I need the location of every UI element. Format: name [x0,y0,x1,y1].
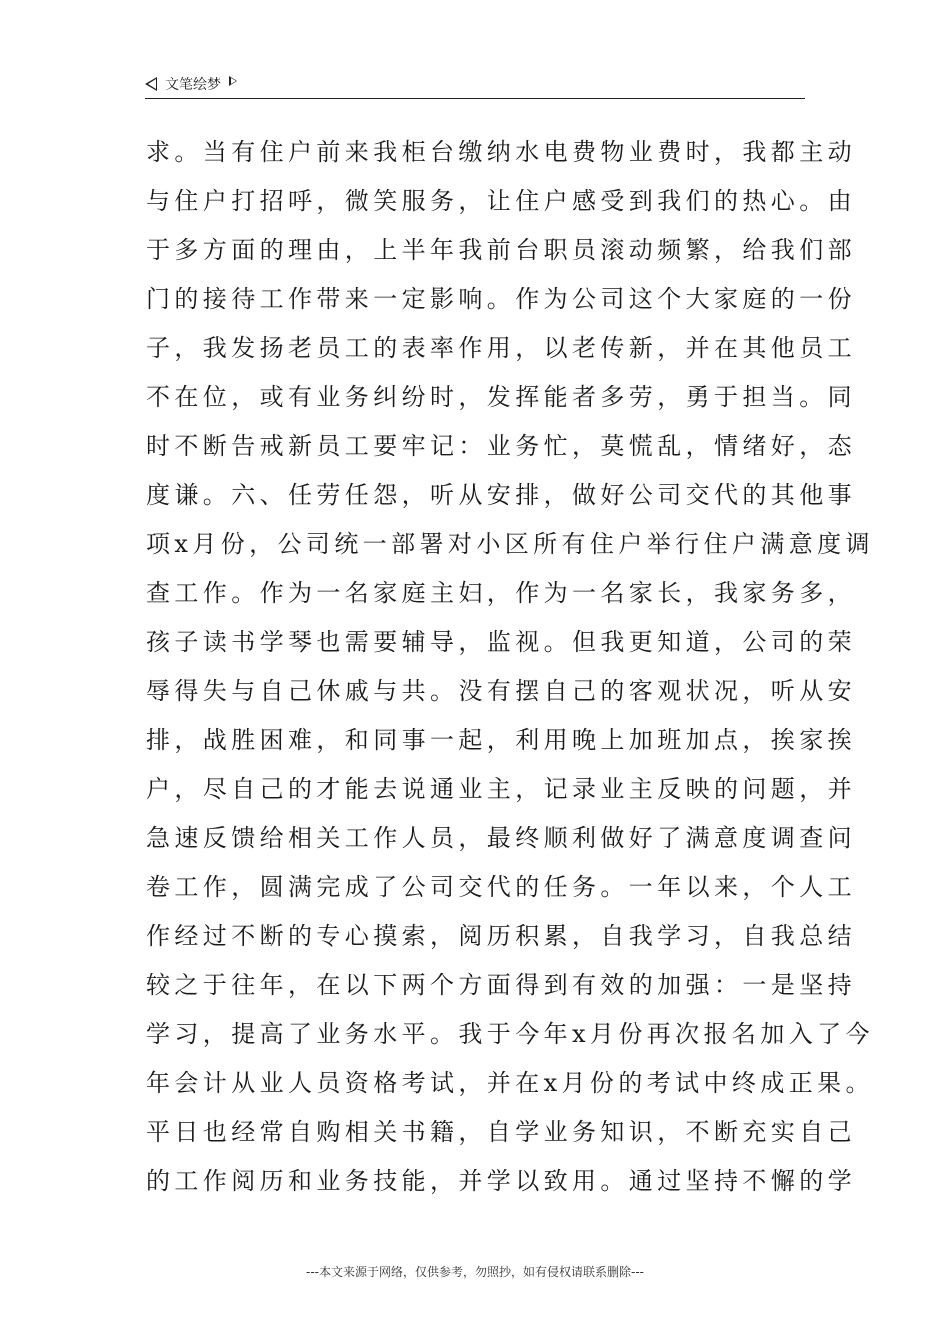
text-line: 孩子读书学琴也需要辅导，监视。但我更知道，公司的荣 [146,628,856,656]
text-line: 排，战胜困难，和同事一起，利用晚上加班加点，挨家挨 [146,726,856,754]
text-line: 与住户打招呼，微笑服务，让住户感受到我们的热心。由 [146,187,856,215]
text-line: 卷工作，圆满完成了公司交代的任务。一年以来，个人工 [146,873,856,901]
triangle-right-icon [229,76,237,86]
text-line: 作经过不断的专心摸索，阅历积累，自我学习，自我总结 [146,922,856,950]
text-line: 辱得失与自己休戚与共。没有摆自己的客观状况，听从安 [146,677,856,705]
page-header [145,72,805,99]
triangle-left-icon [145,77,157,91]
header-brand [145,74,237,94]
text-line: 项x月份，公司统一部署对小区所有住户举行住户满意度调 [146,530,874,558]
text-line: 度谦。六、任劳任怨，听从安排，做好公司交代的其他事 [146,481,856,509]
document-body [146,128,874,1206]
text-line: 门的接待工作带来一定影响。作为公司这个大家庭的一份 [146,285,856,313]
text-line: 求。当有住户前来我柜台缴纳水电费物业费时，我都主动 [146,138,856,166]
text-line: 子，我发扬老员工的表率作用，以老传新，并在其他员工 [146,334,856,362]
text-line: 户，尽自己的才能去说通业主，记录业主反映的问题，并 [146,775,856,803]
text-line: 于多方面的理由，上半年我前台职员滚动频繁，给我们部 [146,236,856,264]
text-line: 查工作。作为一名家庭主妇，作为一名家长，我家务多， [146,579,856,607]
text-line: 年会计从业人员资格考试，并在x月份的考试中终成正果。 [146,1069,874,1097]
header-title: 文笔绘梦 [165,77,221,93]
text-line: 学习，提高了业务水平。我于今年x月份再次报名加入了今 [146,1020,874,1048]
text-line: 平日也经常自购相关书籍，自学业务知识，不断充实自己 [146,1118,856,1146]
text-line: 较之于往年，在以下两个方面得到有效的加强：一是坚持 [146,971,856,999]
text-line: 的工作阅历和业务技能，并学以致用。通过坚持不懈的学 [146,1167,856,1195]
text-line: 急速反馈给相关工作人员，最终顺利做好了满意度调查问 [146,824,856,852]
footer-disclaimer: ---本文来源于网络，仅供参考，勿照抄，如有侵权请联系删除--- [306,1265,644,1279]
text-line: 不在位，或有业务纠纷时，发挥能者多劳，勇于担当。同 [146,383,856,411]
text-line: 时不断告戒新员工要牢记：业务忙，莫慌乱，情绪好，态 [146,432,856,460]
